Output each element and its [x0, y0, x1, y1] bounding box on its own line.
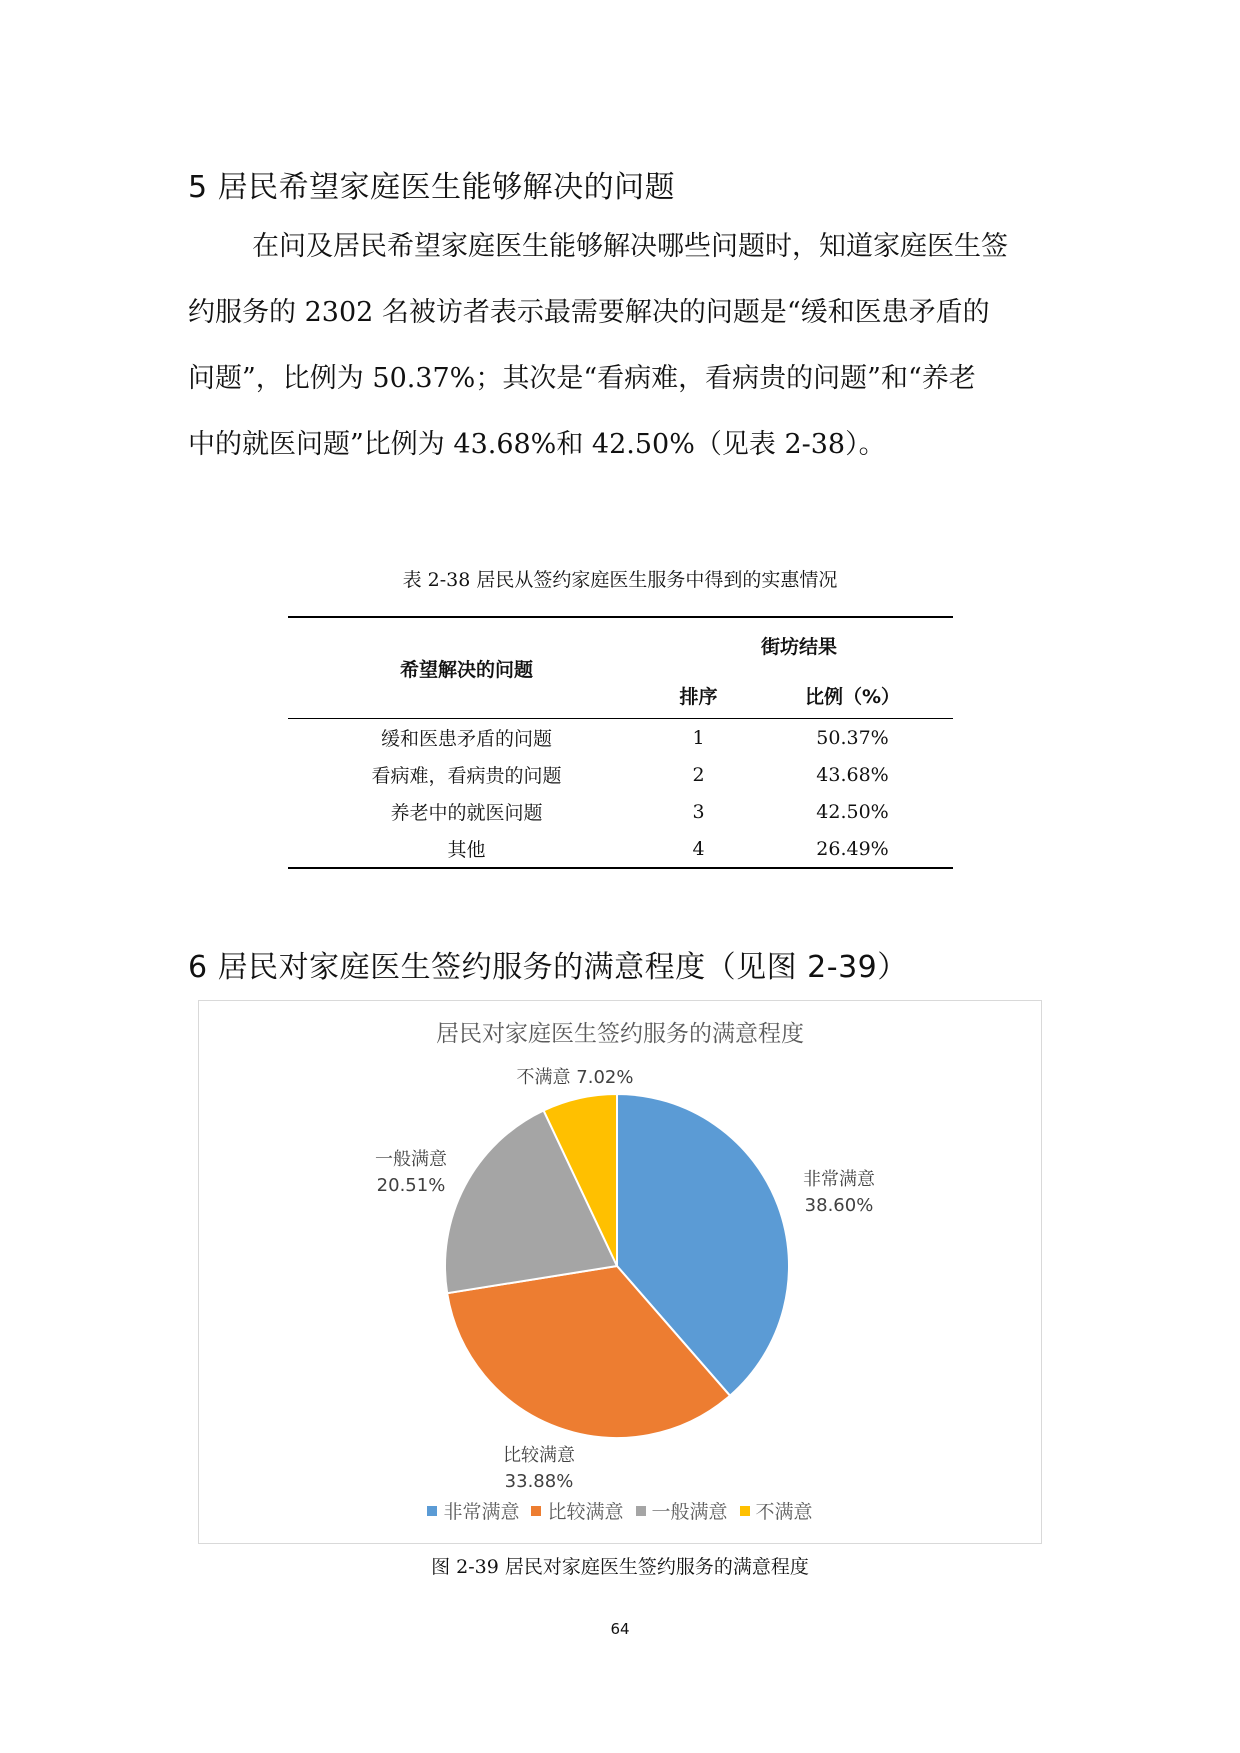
- row-item: 养老中的就医问题: [390, 802, 543, 824]
- row-rank: 4: [692, 837, 705, 860]
- row-percentage: 50.37%: [816, 726, 889, 749]
- row-item: 看病难，看病贵的问题: [371, 765, 562, 787]
- legend-swatch: [740, 1506, 750, 1516]
- header-group: 街坊结果: [760, 635, 837, 658]
- section-6-heading: 6 居民对家庭医生签约服务的满意程度（见图 2-39）: [188, 950, 908, 985]
- legend-swatch: [636, 1506, 646, 1516]
- legend-item: [636, 1497, 728, 1524]
- section-5-heading: 5 居民希望家庭医生能够解决的问题: [188, 170, 676, 205]
- legend-label: 不满意: [755, 1501, 813, 1523]
- slice-label-value: 7.02%: [576, 1067, 634, 1088]
- legend-item: [427, 1497, 519, 1524]
- table-row: [288, 719, 953, 757]
- row-item: 缓和医患矛盾的问题: [380, 728, 552, 750]
- slice-label-name: 非常满意: [803, 1169, 875, 1190]
- chart-legend: [199, 1497, 1041, 1524]
- legend-label: 非常满意: [443, 1501, 520, 1523]
- table-row: [288, 830, 953, 868]
- figure-caption: 图 2-39 居民对家庭医生签约服务的满意程度: [431, 1556, 809, 1578]
- table-caption: 表 2-38 居民从签约家庭医生服务中得到的实惠情况: [402, 569, 838, 591]
- chart-title: 居民对家庭医生签约服务的满意程度: [436, 1021, 804, 1047]
- paragraph-line: 问题”，比例为 50.37%；其次是“看病难，看病贵的问题”和“养老: [188, 363, 976, 394]
- paragraph-line: 中的就医问题”比例为 43.68%和 42.50%（见表 2-38）。: [188, 429, 886, 460]
- slice-label-very-satisfied: [789, 1167, 889, 1219]
- slice-label-name: 一般满意: [375, 1149, 447, 1170]
- paragraph-line: 在问及居民希望家庭医生能够解决哪些问题时，知道家庭医生签: [252, 231, 1008, 262]
- page-number: 64: [610, 1620, 630, 1638]
- slice-label-dissatisfied: [495, 1065, 655, 1091]
- legend-swatch: [531, 1506, 541, 1516]
- row-percentage: 42.50%: [816, 800, 889, 823]
- legend-item: [740, 1497, 813, 1524]
- row-rank: 3: [692, 800, 705, 823]
- row-rank: 1: [692, 726, 705, 749]
- table-row: [288, 793, 953, 830]
- row-percentage: 26.49%: [816, 837, 889, 860]
- row-rank: 2: [692, 763, 705, 786]
- slice-label-value: 38.60%: [804, 1195, 874, 1216]
- header-rank: 排序: [679, 685, 718, 708]
- paragraph-line: 约服务的 2302 名被访者表示最需要解决的问题是“缓和医患矛盾的: [188, 297, 990, 328]
- pie-chart-container: [198, 1000, 1042, 1544]
- legend-item: [531, 1497, 623, 1524]
- legend-swatch: [427, 1506, 437, 1516]
- header-problem: 希望解决的问题: [288, 617, 645, 719]
- slice-label-value: 33.88%: [504, 1471, 574, 1492]
- slice-label-fairly-satisfied: [489, 1443, 589, 1495]
- slice-label-value: 20.51%: [376, 1175, 446, 1196]
- slice-label-name: 比较满意: [503, 1445, 575, 1466]
- slice-label-name: 不满意: [516, 1067, 571, 1088]
- section-5-paragraph: [188, 214, 1008, 478]
- table-row: [288, 756, 953, 793]
- legend-label: 一般满意: [651, 1501, 728, 1523]
- results-table: [288, 616, 953, 869]
- row-item: 其他: [447, 839, 486, 861]
- legend-label: 比较满意: [547, 1501, 624, 1523]
- header-percentage: 比例（%）: [804, 685, 901, 708]
- slice-label-generally-satisfied: [361, 1147, 461, 1199]
- row-percentage: 43.68%: [816, 763, 889, 786]
